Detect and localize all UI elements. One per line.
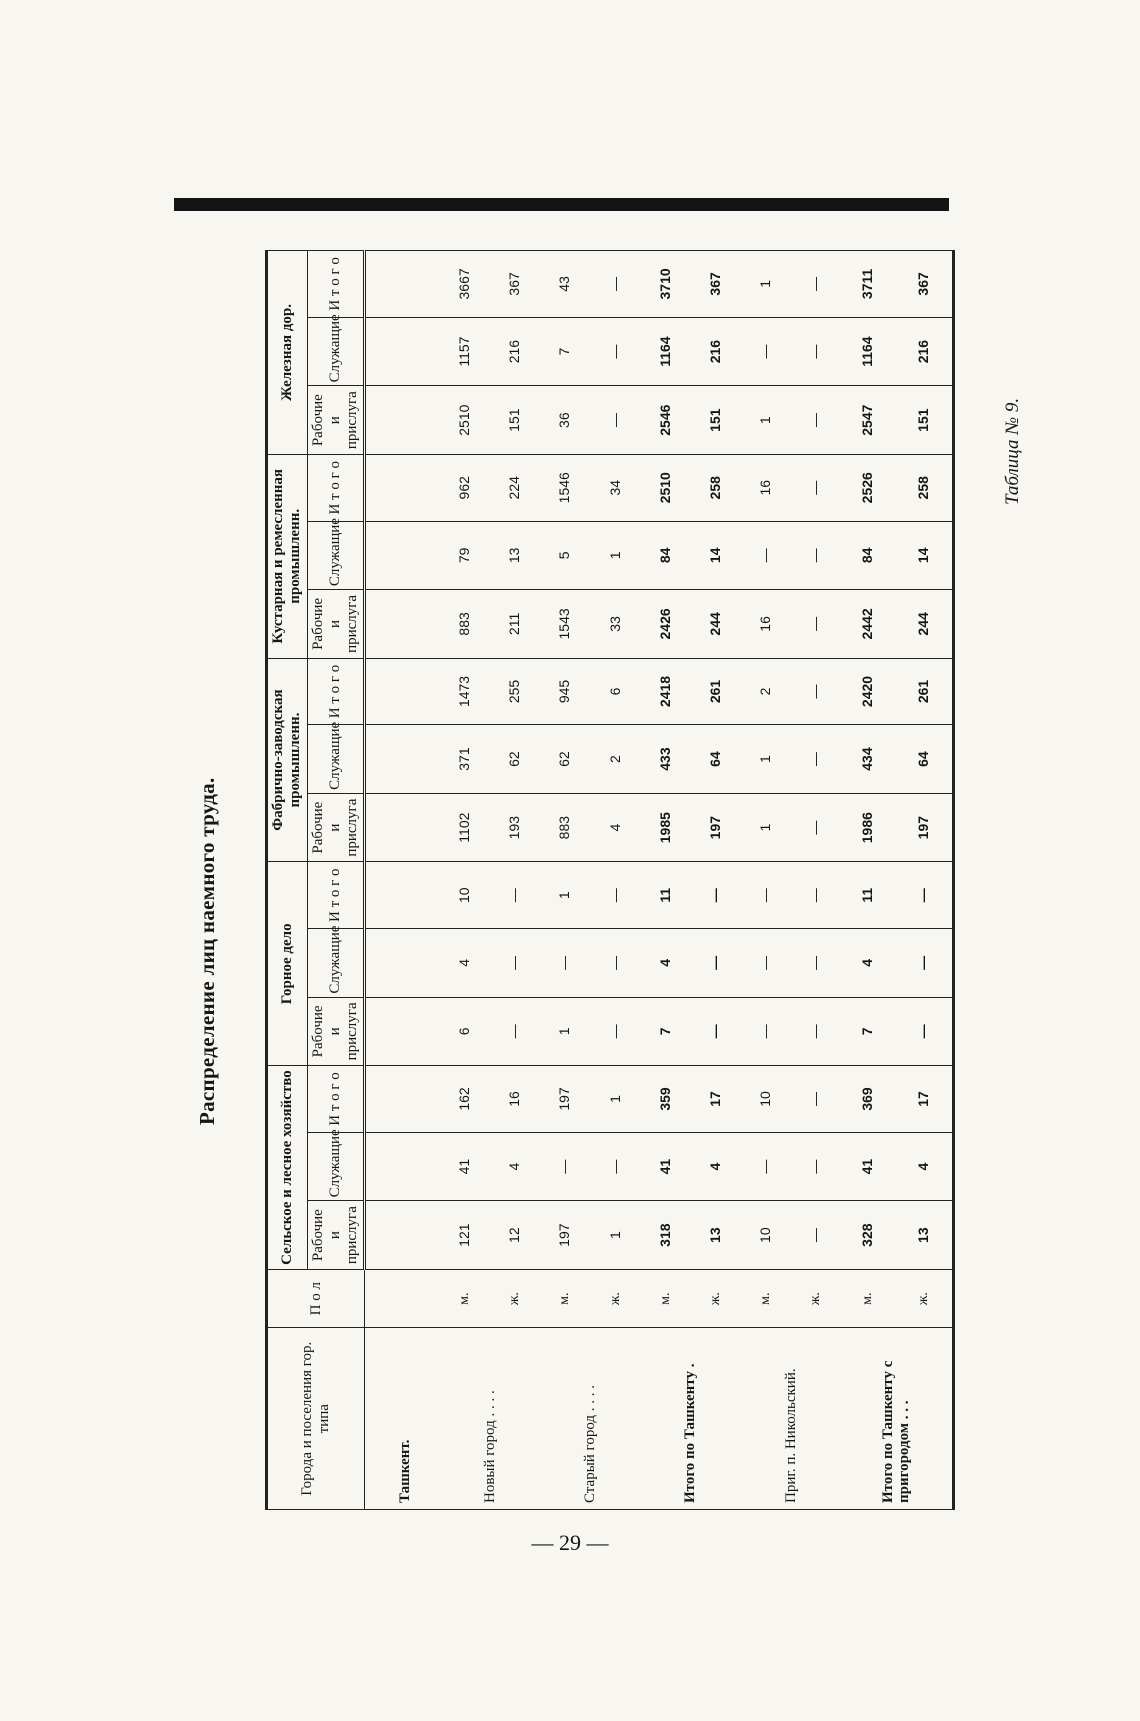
data-cell: 216 [895,317,954,386]
table-row [791,251,841,1510]
data-cell: — [791,386,841,455]
data-cell: 371 [440,725,490,794]
data-cell: 367 [490,251,540,318]
data-cell: — [590,386,640,455]
data-cell: 244 [691,590,741,659]
data-cell: — [741,317,791,386]
header-row-groups [267,251,308,1510]
table-row [640,251,690,1510]
data-cell: 2418 [640,658,690,725]
data-cell: 1157 [440,317,490,386]
data-cell: 1 [741,386,791,455]
data-cell: 84 [640,521,690,590]
data-cell: 1164 [841,317,895,386]
data-cell: 17 [691,1066,741,1133]
sub-employees: Служащие [307,317,365,386]
row-label: Новый город . . . . [440,1328,540,1510]
data-cell: 10 [741,1201,791,1270]
data-cell: 434 [841,725,895,794]
data-cell: 13 [691,1201,741,1270]
data-cell: 2420 [841,658,895,725]
data-cell: 4 [640,929,690,998]
data-cell: — [791,658,841,725]
data-cell: 5 [540,521,590,590]
data-cell: 16 [490,1066,540,1133]
data-cell: 41 [841,1132,895,1201]
data-cell: 261 [895,658,954,725]
data-cell: — [895,862,954,929]
table-row [490,251,540,1510]
data-cell: — [791,862,841,929]
data-cell: 258 [895,454,954,521]
data-cell: 2547 [841,386,895,455]
data-cell: 151 [490,386,540,455]
data-cell: — [791,1066,841,1133]
data-cell: 1543 [540,590,590,659]
sex-label: м. [440,1269,490,1328]
data-cell: 1 [590,521,640,590]
data-cell: — [540,1132,590,1201]
data-cell: — [490,929,540,998]
data-cell: 367 [895,251,954,318]
sub-total: И т о г о [307,1066,365,1133]
data-cell: — [590,251,640,318]
header-group-agriculture: Сельское и лесное хозяйство [267,1066,308,1270]
data-cell: 4 [590,793,640,862]
row-label: Итого по Ташкенту . [640,1328,740,1510]
data-cell: 4 [691,1132,741,1201]
data-cell: 962 [440,454,490,521]
data-cell: 1985 [640,793,690,862]
data-cell: 328 [841,1201,895,1270]
sub-employees: Служащие [307,521,365,590]
data-cell: 4 [490,1132,540,1201]
data-cell: — [791,997,841,1066]
data-cell: 3667 [440,251,490,318]
header-group-railway: Железная дор. [267,251,308,455]
data-cell: 2 [590,725,640,794]
table-row [741,251,791,1510]
data-cell: — [791,251,841,318]
header-place: Города и поселения гор. типа [267,1328,365,1510]
sub-employees: Служащие [307,1132,365,1201]
sub-workers: Рабочие и прислуга [307,793,365,862]
data-cell: 16 [741,454,791,521]
data-cell: 1473 [440,658,490,725]
sex-label: ж. [791,1269,841,1328]
data-cell: 13 [895,1201,954,1270]
sub-workers: Рабочие и прислуга [307,1201,365,1270]
table-body [365,251,954,1510]
table-row [540,251,590,1510]
data-cell: — [791,590,841,659]
data-cell: 1164 [640,317,690,386]
data-cell: — [741,862,791,929]
data-cell: 883 [540,793,590,862]
data-cell: 41 [640,1132,690,1201]
table-row [895,251,954,1510]
section-row [365,251,440,1510]
data-cell: — [590,317,640,386]
sub-workers: Рабочие и прислуга [307,997,365,1066]
sub-workers: Рабочие и прислуга [307,386,365,455]
data-cell: 2 [741,658,791,725]
data-cell: 14 [691,521,741,590]
data-cell: — [895,929,954,998]
data-cell: — [691,929,741,998]
sex-label: ж. [590,1269,640,1328]
statistics-table-wrapper [265,250,955,1510]
data-cell: 197 [691,793,741,862]
table-number: Таблица № 9. [1002,397,1023,505]
data-cell: 2426 [640,590,690,659]
data-cell: — [490,997,540,1066]
data-cell: — [741,521,791,590]
header-sex: П о л [267,1269,365,1328]
data-cell: 6 [590,658,640,725]
data-cell: 7 [841,997,895,1066]
data-cell: 318 [640,1201,690,1270]
data-cell: 1 [741,251,791,318]
data-cell: 4 [440,929,490,998]
data-cell: 43 [540,251,590,318]
data-cell: 1 [590,1066,640,1133]
data-cell: 64 [691,725,741,794]
sex-label: м. [741,1269,791,1328]
sub-employees: Служащие [307,929,365,998]
page-heavy-rule [174,198,949,211]
data-cell: 36 [540,386,590,455]
data-cell: — [895,997,954,1066]
data-cell: — [540,929,590,998]
table-row [691,251,741,1510]
data-cell: — [490,862,540,929]
header-group-mining: Горное дело [267,862,308,1066]
data-cell: 33 [590,590,640,659]
data-cell: 1 [741,793,791,862]
data-cell: 34 [590,454,640,521]
data-cell: 62 [490,725,540,794]
data-cell: 2510 [440,386,490,455]
data-cell: — [791,1201,841,1270]
data-cell: — [791,454,841,521]
row-label: Старый город . . . . [540,1328,640,1510]
statistics-table [265,250,955,1510]
page-title: Распределение лиц наемного труда. [195,777,219,1125]
data-cell: 7 [540,317,590,386]
data-cell: 1102 [440,793,490,862]
data-cell: 11 [841,862,895,929]
data-cell: 197 [895,793,954,862]
data-cell: — [741,997,791,1066]
data-cell: — [791,793,841,862]
data-cell: — [691,997,741,1066]
sub-total: И т о г о [307,454,365,521]
data-cell: 7 [640,997,690,1066]
data-cell: 10 [741,1066,791,1133]
data-cell: — [741,929,791,998]
data-cell: 261 [691,658,741,725]
data-cell: 945 [540,658,590,725]
data-cell: 3710 [640,251,690,318]
data-cell: 1986 [841,793,895,862]
data-cell: 151 [895,386,954,455]
data-cell: 216 [490,317,540,386]
data-cell: 258 [691,454,741,521]
data-cell: 2442 [841,590,895,659]
data-cell: — [791,317,841,386]
data-cell: 41 [440,1132,490,1201]
table-row [590,251,640,1510]
table-row [440,251,490,1510]
data-cell: 367 [691,251,741,318]
sex-label: ж. [490,1269,540,1328]
data-cell: 359 [640,1066,690,1133]
data-cell: — [590,929,640,998]
data-cell: 369 [841,1066,895,1133]
data-cell: 193 [490,793,540,862]
sub-total: И т о г о [307,658,365,725]
sub-workers: Рабочие и прислуга [307,590,365,659]
data-cell: 62 [540,725,590,794]
sex-label: м. [640,1269,690,1328]
data-cell: 84 [841,521,895,590]
data-cell: 12 [490,1201,540,1270]
header-group-factory: Фабрично-заводская промышленн. [267,658,308,862]
data-cell: 433 [640,725,690,794]
data-cell: 197 [540,1201,590,1270]
data-cell: — [791,521,841,590]
data-cell: 151 [691,386,741,455]
data-cell: 197 [540,1066,590,1133]
sex-label: ж. [895,1269,954,1328]
data-cell: 14 [895,521,954,590]
data-cell: 13 [490,521,540,590]
data-cell: 16 [741,590,791,659]
data-cell: — [791,725,841,794]
data-cell: 3711 [841,251,895,318]
data-cell: 1546 [540,454,590,521]
sex-label: м. [540,1269,590,1328]
data-cell: — [791,929,841,998]
row-label: Приг. п. Никольский. [741,1328,841,1510]
data-cell: 2510 [640,454,690,521]
data-cell: — [590,997,640,1066]
data-cell: — [791,1132,841,1201]
data-cell: 2546 [640,386,690,455]
sub-employees: Служащие [307,725,365,794]
data-cell: 224 [490,454,540,521]
header-group-handicraft: Кустарная и ремесленная промышленн. [267,454,308,658]
data-cell: 1 [741,725,791,794]
sub-total: И т о г о [307,862,365,929]
sex-label: м. [841,1269,895,1328]
row-label: Итого по Ташкенту с пригородом . . . [841,1328,954,1510]
data-cell: 216 [691,317,741,386]
data-cell: — [691,862,741,929]
data-cell: 64 [895,725,954,794]
data-cell: 10 [440,862,490,929]
data-cell: — [590,1132,640,1201]
data-cell: 1 [540,997,590,1066]
sex-label: ж. [691,1269,741,1328]
data-cell: 211 [490,590,540,659]
table-row [841,251,895,1510]
data-cell: 4 [841,929,895,998]
data-cell: — [590,862,640,929]
data-cell: 11 [640,862,690,929]
data-cell: 244 [895,590,954,659]
data-cell: 1 [590,1201,640,1270]
data-cell: 2526 [841,454,895,521]
data-cell: 255 [490,658,540,725]
data-cell: — [741,1132,791,1201]
data-cell: 17 [895,1066,954,1133]
page-number: — 29 — [531,1530,609,1555]
data-cell: 6 [440,997,490,1066]
data-cell: 883 [440,590,490,659]
data-cell: 121 [440,1201,490,1270]
data-cell: 79 [440,521,490,590]
data-cell: 4 [895,1132,954,1201]
section-label: Ташкент. [365,1328,440,1510]
data-cell: 162 [440,1066,490,1133]
data-cell: 1 [540,862,590,929]
sub-total: И т о г о [307,251,365,318]
